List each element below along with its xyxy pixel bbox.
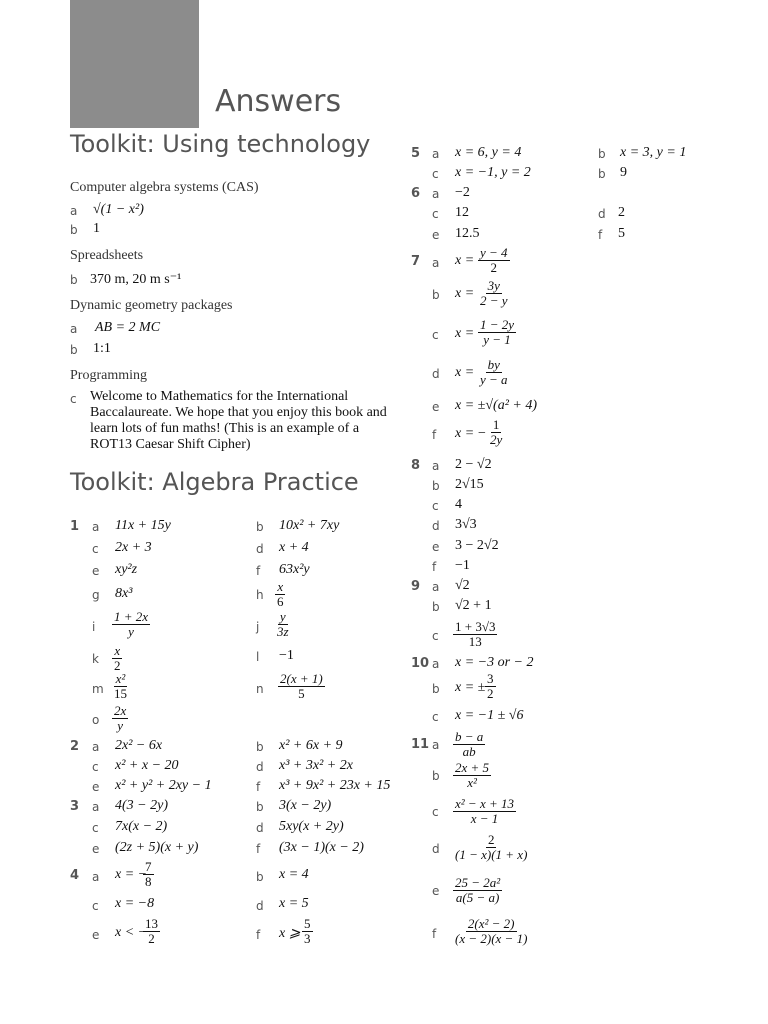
- q6-answer-e: 12.5: [455, 226, 480, 241]
- q4-answer-f-prefix: x ⩾: [279, 926, 301, 941]
- label-f: f: [432, 560, 437, 574]
- q7-f-minus: −: [478, 426, 486, 441]
- label-d: d: [432, 842, 440, 856]
- label-b: b: [256, 740, 264, 754]
- q4-e-numerator: 13: [145, 916, 158, 931]
- q3-answer-d: 5xy(x + 2y): [279, 819, 344, 834]
- label-c: c: [432, 805, 439, 819]
- label-a: a: [432, 657, 440, 671]
- question-number-8: 8: [411, 458, 421, 473]
- label-a: a: [432, 147, 440, 161]
- q5-answer-b: x = 3, y = 1: [620, 145, 687, 160]
- q7-d-denominator: y − a: [480, 371, 508, 387]
- q7-a-prefix: x =: [455, 253, 475, 268]
- label-d: d: [598, 207, 606, 221]
- q9-c-numerator: 1 + 3√3: [455, 619, 496, 634]
- q1-answer-d: x + 4: [279, 540, 309, 555]
- q8-answer-b: 2√15: [455, 477, 484, 492]
- q6-answer-c: 12: [455, 205, 469, 220]
- q1-n-denominator: 5: [298, 685, 305, 701]
- label-b: b: [432, 682, 440, 696]
- q4-answer-c: x = −8: [115, 896, 155, 911]
- label-a: a: [70, 204, 78, 218]
- q11-b-numerator: 2x + 5: [455, 760, 490, 775]
- label-f: f: [256, 564, 261, 578]
- q7-answer-c: [478, 318, 516, 346]
- q9-answer-c: [453, 620, 497, 648]
- label-k: k: [92, 652, 99, 666]
- label-a: a: [92, 740, 100, 754]
- q10-b-prefix: x = ±: [455, 680, 486, 695]
- q8-answer-f: −1: [455, 558, 470, 573]
- label-d: d: [256, 760, 264, 774]
- cas-answer-b: 1: [93, 221, 100, 236]
- label-f: f: [598, 228, 603, 242]
- label-f: f: [256, 780, 261, 794]
- q1-answer-e: xy²z: [115, 562, 138, 577]
- q2-answer-e: x² + y² + 2xy − 1: [115, 778, 212, 793]
- dgp-answer-b: 1:1: [93, 341, 111, 356]
- q1-j-denominator: 3z: [277, 623, 289, 639]
- section-title-algebra: Toolkit: Algebra Practice: [70, 468, 359, 496]
- label-e: e: [432, 400, 440, 414]
- q7-b-prefix: x =: [455, 286, 475, 301]
- label-c: c: [70, 392, 77, 406]
- label-b: b: [256, 520, 264, 534]
- q1-answer-j: [275, 610, 291, 638]
- q1-o-denominator: y: [117, 717, 124, 733]
- label-b: b: [432, 769, 440, 783]
- q4-e-denominator: 2: [148, 930, 155, 946]
- q3-answer-f: (3x − 1)(x − 2): [279, 840, 364, 855]
- label-e: e: [432, 228, 440, 242]
- q1-answer-l: −1: [279, 648, 294, 663]
- q1-o-numerator: 2x: [114, 703, 127, 718]
- q9-answer-b: √2 + 1: [455, 598, 492, 613]
- label-b: b: [598, 147, 606, 161]
- label-a: a: [432, 580, 440, 594]
- q1-answer-b: 10x² + 7xy: [279, 518, 340, 533]
- label-e: e: [92, 564, 100, 578]
- q1-h-denominator: 6: [277, 593, 284, 609]
- cas-answer-a: √(1 − x²): [93, 202, 144, 217]
- programming-heading: Programming: [70, 368, 147, 383]
- q8-answer-a: 2 − √2: [455, 457, 492, 472]
- q2-answer-b: x² + 6x + 9: [279, 738, 343, 753]
- question-number-7: 7: [411, 254, 421, 269]
- q1-i-numerator: 1 + 2x: [114, 609, 149, 624]
- label-d: d: [256, 899, 264, 913]
- q11-c-numerator: x² − x + 13: [455, 796, 514, 811]
- q11-answer-f: [453, 917, 529, 945]
- label-b: b: [256, 870, 264, 884]
- label-b: b: [70, 273, 78, 287]
- q2-answer-f: x³ + 9x² + 23x + 15: [279, 778, 391, 793]
- label-a: a: [432, 187, 440, 201]
- label-c: c: [432, 167, 439, 181]
- label-e: e: [432, 884, 440, 898]
- label-c: c: [432, 629, 439, 643]
- label-n: n: [256, 682, 264, 696]
- q8-answer-c: 4: [455, 497, 462, 512]
- q11-e-denominator: a(5 − a): [455, 889, 500, 905]
- q3-answer-e: (2z + 5)(x + y): [115, 840, 199, 855]
- q6-answer-b: 9: [620, 165, 627, 180]
- q7-d-prefix: x =: [455, 365, 475, 380]
- q3-answer-c: 7x(x − 2): [115, 819, 168, 834]
- label-d: d: [432, 519, 440, 533]
- label-f: f: [256, 842, 261, 856]
- q6-answer-f: 5: [618, 226, 625, 241]
- page-title: Answers: [215, 84, 342, 119]
- q11-d-numerator: 2: [487, 832, 495, 847]
- q1-answer-k: [112, 644, 123, 672]
- q4-answer-a-fraction: [143, 860, 154, 888]
- label-b: b: [256, 800, 264, 814]
- label-b: b: [70, 223, 78, 237]
- q4-answer-e-prefix: x < −: [115, 925, 148, 940]
- q4-answer-f-fraction: [302, 917, 313, 945]
- q5-answer-a: x = 6, y = 4: [455, 145, 522, 160]
- label-g: g: [92, 588, 100, 602]
- q8-answer-e: 3 − 2√2: [455, 538, 499, 553]
- q7-answer-d: [478, 358, 510, 386]
- q1-i-denominator: y: [128, 623, 134, 639]
- question-number-5: 5: [411, 146, 421, 161]
- label-b: b: [598, 167, 606, 181]
- q1-k-numerator: x: [114, 643, 121, 658]
- q1-answer-f: 63x²y: [279, 562, 310, 577]
- section-title-technology: Toolkit: Using technology: [70, 130, 371, 158]
- spreadsheets-heading: Spreadsheets: [70, 248, 144, 263]
- q1-h-numerator: x: [277, 579, 284, 594]
- q1-k-denominator: 2: [114, 657, 121, 673]
- label-c: c: [432, 499, 439, 513]
- q4-answer-e-fraction: [143, 917, 160, 945]
- q1-answer-h: [275, 580, 286, 608]
- label-b: b: [70, 343, 78, 357]
- q6-answer-a: −2: [455, 185, 470, 200]
- q1-j-numerator: y: [279, 609, 286, 624]
- q1-answer-m: [112, 672, 129, 700]
- q1-answer-i: [112, 610, 150, 638]
- label-o: o: [92, 713, 100, 727]
- question-number-9: 9: [411, 579, 421, 594]
- label-a: a: [92, 870, 100, 884]
- q8-answer-d: 3√3: [455, 517, 477, 532]
- q7-f-prefix: x =: [455, 426, 475, 441]
- label-a: a: [70, 322, 78, 336]
- cas-heading: Computer algebra systems (CAS): [70, 180, 259, 195]
- q7-a-numerator: y − 4: [480, 245, 508, 260]
- q11-answer-a: [453, 730, 485, 758]
- label-i: i: [92, 620, 96, 634]
- label-a: a: [432, 738, 440, 752]
- label-c: c: [92, 821, 99, 835]
- header-block: [70, 0, 199, 128]
- spreadsheets-answer-b: 370 m, 20 m s⁻¹: [90, 272, 182, 287]
- q11-answer-d: [453, 833, 529, 861]
- label-d: d: [256, 821, 264, 835]
- q1-m-denominator: 15: [114, 685, 127, 701]
- label-b: b: [432, 479, 440, 493]
- q6-answer-d: 2: [618, 205, 625, 220]
- label-m: m: [92, 682, 104, 696]
- q4-answer-b: x = 4: [279, 867, 309, 882]
- q4-f-numerator: 5: [304, 916, 311, 931]
- q2-answer-a: 2x² − 6x: [115, 738, 163, 753]
- q7-f-denominator: 2y: [490, 431, 503, 447]
- q11-b-denominator: x²: [467, 774, 477, 790]
- q7-a-denominator: 2: [490, 259, 498, 275]
- q11-answer-e: [453, 876, 502, 904]
- q7-c-denominator: y − 1: [483, 331, 511, 347]
- label-l: l: [256, 650, 260, 664]
- label-c: c: [432, 710, 439, 724]
- q11-e-numerator: 25 − 2a²: [455, 875, 501, 890]
- q7-d-numerator: by: [487, 357, 500, 372]
- q1-answer-n: [278, 672, 325, 700]
- question-number-4: 4: [70, 868, 80, 883]
- q10-b-denominator: 2: [487, 685, 494, 701]
- question-number-10: 10: [411, 656, 430, 671]
- q4-f-denominator: 3: [304, 930, 311, 946]
- label-j: j: [256, 620, 260, 634]
- q11-c-denominator: x − 1: [470, 810, 499, 826]
- q1-answer-o: [112, 704, 128, 732]
- q11-a-denominator: ab: [462, 743, 476, 759]
- label-c: c: [432, 328, 439, 342]
- label-e: e: [92, 780, 100, 794]
- q7-b-numerator: 3y: [487, 278, 500, 293]
- q1-m-numerator: x²: [115, 671, 126, 686]
- label-d: d: [256, 542, 264, 556]
- label-c: c: [432, 207, 439, 221]
- label-a: a: [92, 800, 100, 814]
- q10-answer-c: x = −1 ± √6: [455, 708, 524, 723]
- q7-answer-a: [478, 246, 510, 274]
- label-b: b: [432, 288, 440, 302]
- q7-b-denominator: 2 − y: [480, 292, 508, 308]
- question-number-2: 2: [70, 739, 80, 754]
- label-a: a: [92, 520, 100, 534]
- label-c: c: [92, 542, 99, 556]
- label-c: c: [92, 760, 99, 774]
- label-f: f: [432, 428, 437, 442]
- q7-answer-e: x = ±√(a² + 4): [455, 398, 537, 413]
- q11-f-denominator: (x − 2)(x − 1): [455, 930, 528, 946]
- q10-answer-a: x = −3 or − 2: [455, 655, 534, 670]
- label-d: d: [432, 367, 440, 381]
- q5-answer-c: x = −1, y = 2: [455, 165, 531, 180]
- label-f: f: [432, 927, 437, 941]
- label-e: e: [92, 842, 100, 856]
- q7-c-prefix: x =: [455, 326, 475, 341]
- label-b: b: [432, 600, 440, 614]
- q4-answer-a-prefix: x = −: [115, 867, 148, 882]
- label-h: h: [256, 588, 264, 602]
- q7-answer-f: [488, 418, 504, 446]
- question-number-1: 1: [70, 519, 80, 534]
- label-e: e: [432, 540, 440, 554]
- q10-answer-b: [485, 672, 496, 700]
- q1-n-numerator: 2(x + 1): [280, 671, 323, 686]
- label-f: f: [256, 928, 261, 942]
- label-e: e: [92, 928, 100, 942]
- question-number-6: 6: [411, 186, 421, 201]
- q1-answer-c: 2x + 3: [115, 540, 152, 555]
- q4-answer-d: x = 5: [279, 896, 309, 911]
- q2-answer-d: x³ + 3x² + 2x: [279, 758, 353, 773]
- q7-f-numerator: 1: [492, 417, 500, 432]
- q10-b-numerator: 3: [487, 671, 494, 686]
- q11-d-denominator: (1 − x)(1 + x): [455, 846, 528, 862]
- label-a: a: [432, 459, 440, 473]
- q3-answer-b: 3(x − 2y): [279, 798, 332, 813]
- dgp-answer-a: AB = 2 MC: [95, 320, 161, 335]
- q11-answer-c: [453, 797, 516, 825]
- question-number-3: 3: [70, 799, 80, 814]
- q4-a-numerator: 7: [145, 859, 152, 874]
- label-c: c: [92, 899, 99, 913]
- dgp-heading: Dynamic geometry packages: [70, 298, 233, 313]
- question-number-11: 11: [411, 737, 430, 752]
- q2-answer-c: x² + x − 20: [115, 758, 179, 773]
- q1-answer-a: 11x + 15y: [115, 518, 171, 533]
- q3-answer-a: 4(3 − 2y): [115, 798, 168, 813]
- q7-answer-b: [478, 279, 510, 307]
- q4-a-denominator: 8: [145, 873, 152, 889]
- programming-answer-c: Welcome to Mathematics for the International Baccalaureate. We hope that you enjoy this book and learn lots of fun maths! (This is an example of a ROT13 Caesar Shift Cipher): [90, 389, 387, 452]
- q11-f-numerator: 2(x² − 2): [467, 916, 515, 931]
- label-a: a: [432, 256, 440, 270]
- q9-answer-a: √2: [455, 578, 470, 593]
- q1-answer-g: 8x³: [115, 586, 133, 601]
- q9-c-denominator: 13: [468, 633, 482, 649]
- q11-answer-b: [453, 761, 491, 789]
- q11-a-numerator: b − a: [455, 729, 484, 744]
- q7-c-numerator: 1 − 2y: [480, 317, 515, 332]
